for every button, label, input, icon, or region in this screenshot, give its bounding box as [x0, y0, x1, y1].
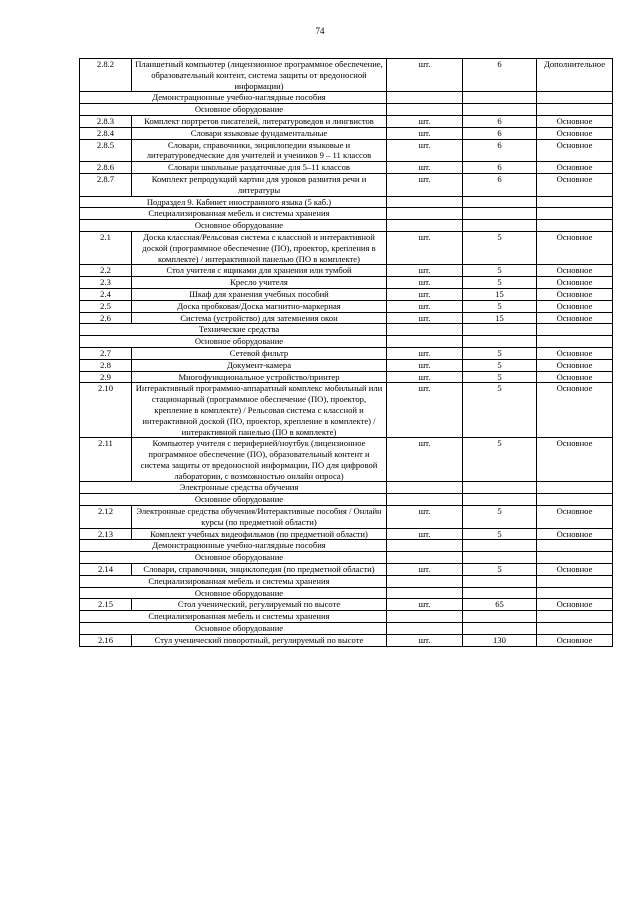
empty-cell [387, 196, 463, 208]
empty-cell [537, 611, 613, 623]
item-name: Доска пробковая/Доска магнитно-маркерная [132, 300, 387, 312]
item-number: 2.15 [80, 599, 132, 611]
item-name: Сетевой фильтр [132, 347, 387, 359]
item-type: Основное [537, 312, 613, 324]
table-row [80, 599, 613, 611]
table-row [80, 371, 613, 383]
item-unit: шт. [387, 115, 463, 127]
item-number: 2.14 [80, 564, 132, 576]
item-number: 2.8.3 [80, 115, 132, 127]
empty-cell [387, 324, 463, 336]
empty-cell [537, 552, 613, 564]
section-heading: Основное оборудование [80, 336, 387, 348]
item-quantity: 6 [463, 139, 537, 162]
item-type: Основное [537, 506, 613, 529]
item-type: Основное [537, 300, 613, 312]
item-unit: шт. [387, 528, 463, 540]
section-heading: Основное оборудование [80, 220, 387, 232]
item-unit: шт. [387, 359, 463, 371]
table-row [80, 359, 613, 371]
item-type: Основное [537, 265, 613, 277]
item-type: Основное [537, 231, 613, 264]
item-number: 2.8.7 [80, 173, 132, 196]
section-heading: Основное оборудование [80, 552, 387, 564]
item-unit: шт. [387, 506, 463, 529]
item-type: Основное [537, 371, 613, 383]
section-heading: Подраздел 9. Кабинет иностранного языка (5 каб.) [80, 196, 387, 208]
item-name: Стул ученический поворотный, регулируемый по высоте [132, 634, 387, 646]
section-row [80, 611, 613, 623]
table-row [80, 127, 613, 139]
empty-cell [463, 482, 537, 494]
item-number: 2.8.4 [80, 127, 132, 139]
table-row [80, 173, 613, 196]
item-name: Словари языковые фундаментальные [132, 127, 387, 139]
item-unit: шт. [387, 634, 463, 646]
empty-cell [463, 552, 537, 564]
empty-cell [387, 494, 463, 506]
table-body [80, 59, 613, 647]
empty-cell [537, 324, 613, 336]
item-type: Основное [537, 564, 613, 576]
table-row [80, 59, 613, 92]
section-heading: Демонстрационные учебно-наглядные пособия [80, 92, 387, 104]
item-number: 2.16 [80, 634, 132, 646]
section-row [80, 540, 613, 552]
section-row [80, 324, 613, 336]
item-quantity: 5 [463, 438, 537, 482]
item-quantity: 5 [463, 265, 537, 277]
section-row [80, 552, 613, 564]
item-quantity: 15 [463, 312, 537, 324]
item-type: Основное [537, 383, 613, 438]
empty-cell [463, 324, 537, 336]
empty-cell [387, 540, 463, 552]
item-unit: шт. [387, 371, 463, 383]
section-row [80, 104, 613, 116]
empty-cell [463, 540, 537, 552]
item-quantity: 6 [463, 115, 537, 127]
item-type: Основное [537, 634, 613, 646]
item-name: Многофункциональное устройство/принтер [132, 371, 387, 383]
item-name: Словари школьные раздаточные для 5–11 классов [132, 162, 387, 174]
item-name: Шкаф для хранения учебных пособий [132, 288, 387, 300]
item-number: 2.12 [80, 506, 132, 529]
section-heading: Демонстрационные учебно-наглядные пособия [80, 540, 387, 552]
item-number: 2.4 [80, 288, 132, 300]
item-quantity: 6 [463, 127, 537, 139]
table-row [80, 312, 613, 324]
item-type: Основное [537, 115, 613, 127]
item-unit: шт. [387, 599, 463, 611]
section-heading: Технические средства [80, 324, 387, 336]
empty-cell [463, 336, 537, 348]
item-quantity: 5 [463, 359, 537, 371]
item-number: 2.8.6 [80, 162, 132, 174]
table-row [80, 383, 613, 438]
table-row [80, 115, 613, 127]
section-row [80, 208, 613, 220]
item-unit: шт. [387, 59, 463, 92]
section-row [80, 196, 613, 208]
table-row [80, 231, 613, 264]
empty-cell [537, 575, 613, 587]
item-name: Компьютер учителя с периферией/ноутбук (лицензионное программное обеспечение (ПО), образовательный контент и система защиты от вредоносной информации, ПО для цифровой лаборатории, с возможностью онлайн опроса) [132, 438, 387, 482]
section-row [80, 575, 613, 587]
item-name: Комплект учебных видеофильмов (по предметной области) [132, 528, 387, 540]
item-name: Планшетный компьютер (лицензионное программное обеспечение, образовательный контент, система защиты от вредоносной информации) [132, 59, 387, 92]
empty-cell [537, 540, 613, 552]
section-heading: Специализированная мебель и системы хранения [80, 208, 387, 220]
empty-cell [387, 575, 463, 587]
empty-cell [537, 623, 613, 635]
empty-cell [463, 220, 537, 232]
empty-cell [463, 208, 537, 220]
empty-cell [463, 611, 537, 623]
table-row [80, 347, 613, 359]
item-type: Основное [537, 359, 613, 371]
item-name: Стол учителя с ящиками для хранения или тумбой [132, 265, 387, 277]
page-number: 74 [315, 26, 325, 36]
empty-cell [463, 196, 537, 208]
table-row [80, 300, 613, 312]
item-number: 2.8.5 [80, 139, 132, 162]
item-quantity: 5 [463, 383, 537, 438]
item-name: Словари, справочники, энциклопедия (по предметной области) [132, 564, 387, 576]
empty-cell [463, 92, 537, 104]
section-heading: Основное оборудование [80, 587, 387, 599]
item-quantity: 5 [463, 564, 537, 576]
empty-cell [537, 92, 613, 104]
section-row [80, 587, 613, 599]
empty-cell [537, 208, 613, 220]
item-name: Комплект репродукций картин для уроков развития речи и литературы [132, 173, 387, 196]
item-quantity: 5 [463, 300, 537, 312]
empty-cell [463, 587, 537, 599]
empty-cell [463, 575, 537, 587]
item-unit: шт. [387, 265, 463, 277]
empty-cell [537, 220, 613, 232]
empty-cell [387, 208, 463, 220]
empty-cell [387, 104, 463, 116]
item-quantity: 5 [463, 371, 537, 383]
section-row [80, 494, 613, 506]
item-unit: шт. [387, 127, 463, 139]
item-name: Электронные средства обучения/Интерактивные пособия / Онлайн курсы (по предметной области) [132, 506, 387, 529]
table-row [80, 288, 613, 300]
item-number: 2.2 [80, 265, 132, 277]
section-row [80, 220, 613, 232]
empty-cell [537, 482, 613, 494]
empty-cell [537, 104, 613, 116]
item-quantity: 5 [463, 528, 537, 540]
item-name: Документ-камера [132, 359, 387, 371]
item-number: 2.9 [80, 371, 132, 383]
item-unit: шт. [387, 312, 463, 324]
table-row [80, 564, 613, 576]
item-number: 2.5 [80, 300, 132, 312]
item-quantity: 5 [463, 347, 537, 359]
item-quantity: 5 [463, 231, 537, 264]
item-type: Дополнительное [537, 59, 613, 92]
item-unit: шт. [387, 173, 463, 196]
empty-cell [387, 552, 463, 564]
section-row [80, 92, 613, 104]
item-number: 2.11 [80, 438, 132, 482]
section-heading: Специализированная мебель и системы хранения [80, 611, 387, 623]
item-type: Основное [537, 599, 613, 611]
item-unit: шт. [387, 231, 463, 264]
equipment-table [79, 58, 613, 647]
item-quantity: 5 [463, 277, 537, 289]
table-row [80, 139, 613, 162]
section-heading: Электронные средства обучения [80, 482, 387, 494]
empty-cell [537, 336, 613, 348]
section-heading: Основное оборудование [80, 104, 387, 116]
item-quantity: 6 [463, 162, 537, 174]
table-row [80, 528, 613, 540]
section-row [80, 482, 613, 494]
item-unit: шт. [387, 300, 463, 312]
item-quantity: 15 [463, 288, 537, 300]
item-name: Система (устройство) для затемнения окон [132, 312, 387, 324]
item-number: 2.13 [80, 528, 132, 540]
table-row [80, 162, 613, 174]
item-type: Основное [537, 438, 613, 482]
item-unit: шт. [387, 277, 463, 289]
item-quantity: 6 [463, 59, 537, 92]
item-type: Основное [537, 528, 613, 540]
item-type: Основное [537, 139, 613, 162]
item-name: Интерактивный программно-аппаратный комплекс мобильный или стационарный (программное обеспечение (ПО), проектор, крепление в комплекте) / Рельсовая система с классной и интерактивной доской (ПО, проектор, крепление в комплекте) / интерактивной панелью (ПО в комплекте) [132, 383, 387, 438]
item-unit: шт. [387, 564, 463, 576]
item-name: Словари, справочники, энциклопедии языковые и литературоведческие для учителей и учеников 9 – 11 классов [132, 139, 387, 162]
empty-cell [387, 623, 463, 635]
item-unit: шт. [387, 139, 463, 162]
table-row [80, 506, 613, 529]
item-quantity: 65 [463, 599, 537, 611]
item-quantity: 5 [463, 506, 537, 529]
empty-cell [537, 587, 613, 599]
item-type: Основное [537, 127, 613, 139]
empty-cell [463, 494, 537, 506]
item-quantity: 130 [463, 634, 537, 646]
item-type: Основное [537, 277, 613, 289]
section-heading: Основное оборудование [80, 623, 387, 635]
item-number: 2.8 [80, 359, 132, 371]
table-row [80, 634, 613, 646]
section-row [80, 623, 613, 635]
item-number: 2.3 [80, 277, 132, 289]
empty-cell [387, 482, 463, 494]
item-name: Стол ученический, регулируемый по высоте [132, 599, 387, 611]
empty-cell [537, 494, 613, 506]
item-number: 2.10 [80, 383, 132, 438]
item-unit: шт. [387, 438, 463, 482]
item-unit: шт. [387, 383, 463, 438]
section-row [80, 336, 613, 348]
item-number: 2.6 [80, 312, 132, 324]
item-type: Основное [537, 173, 613, 196]
item-name: Комплект портретов писателей, литературоведов и лингвистов [132, 115, 387, 127]
item-unit: шт. [387, 162, 463, 174]
empty-cell [387, 587, 463, 599]
empty-cell [387, 611, 463, 623]
item-type: Основное [537, 288, 613, 300]
empty-cell [387, 92, 463, 104]
item-quantity: 6 [463, 173, 537, 196]
item-number: 2.8.2 [80, 59, 132, 92]
table-row [80, 265, 613, 277]
item-number: 2.7 [80, 347, 132, 359]
empty-cell [387, 220, 463, 232]
item-name: Доска классная/Рельсовая система с классной и интерактивной доской (программное обеспечение (ПО), проектор, крепления в комплекте) / интерактивной панелью (ПО в комплекте) [132, 231, 387, 264]
empty-cell [537, 196, 613, 208]
empty-cell [463, 623, 537, 635]
empty-cell [463, 104, 537, 116]
item-type: Основное [537, 162, 613, 174]
item-number: 2.1 [80, 231, 132, 264]
empty-cell [387, 336, 463, 348]
table-row [80, 438, 613, 482]
section-heading: Специализированная мебель и системы хранения [80, 575, 387, 587]
item-unit: шт. [387, 288, 463, 300]
item-name: Кресло учителя [132, 277, 387, 289]
item-unit: шт. [387, 347, 463, 359]
table-row [80, 277, 613, 289]
item-type: Основное [537, 347, 613, 359]
section-heading: Основное оборудование [80, 494, 387, 506]
